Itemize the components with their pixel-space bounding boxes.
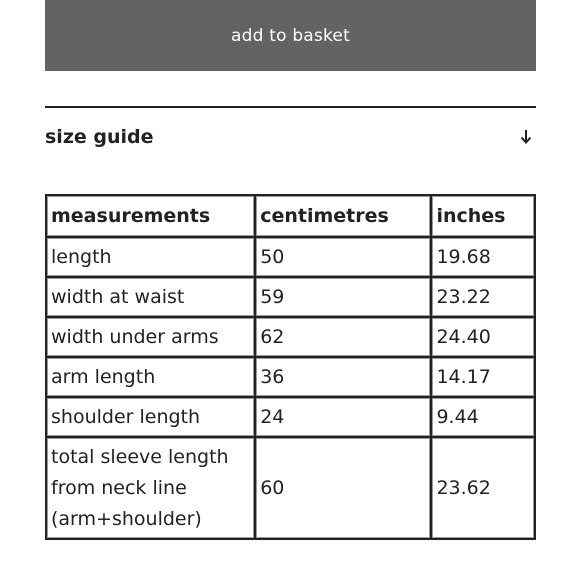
cell-centimetres: 59 [255, 277, 431, 317]
size-guide-table [45, 194, 536, 540]
size-guide-title: size guide [45, 126, 154, 148]
size-guide-toggle[interactable] [45, 118, 536, 156]
header-centimetres: centimetres [255, 195, 431, 237]
cell-centimetres: 36 [255, 357, 431, 397]
cell-measurement: width under arms [46, 317, 255, 357]
cell-inches: 24.40 [431, 317, 535, 357]
cell-centimetres: 62 [255, 317, 431, 357]
cell-inches: 14.17 [431, 357, 535, 397]
cell-centimetres: 50 [255, 237, 431, 277]
cell-centimetres: 60 [255, 437, 431, 539]
arrow-down-icon[interactable] [518, 127, 534, 147]
header-measurements: measurements [46, 195, 255, 237]
table-row [46, 317, 535, 357]
cell-inches: 19.68 [431, 237, 535, 277]
table-row [46, 397, 535, 437]
cell-measurement: shoulder length [46, 397, 255, 437]
cell-measurement: total sleeve length from neck line (arm+shoulder) [46, 437, 255, 539]
cell-measurement: length [46, 237, 255, 277]
cell-inches: 23.62 [431, 437, 535, 539]
divider [45, 106, 536, 108]
table-header-row [46, 195, 535, 237]
add-to-basket-button[interactable]: add to basket [45, 0, 536, 71]
cell-inches: 9.44 [431, 397, 535, 437]
cell-centimetres: 24 [255, 397, 431, 437]
cell-inches: 23.22 [431, 277, 535, 317]
table-row [46, 277, 535, 317]
header-inches: inches [431, 195, 535, 237]
table-row [46, 237, 535, 277]
cell-measurement: width at waist [46, 277, 255, 317]
table-row [46, 357, 535, 397]
cell-measurement: arm length [46, 357, 255, 397]
table-row [46, 437, 535, 539]
